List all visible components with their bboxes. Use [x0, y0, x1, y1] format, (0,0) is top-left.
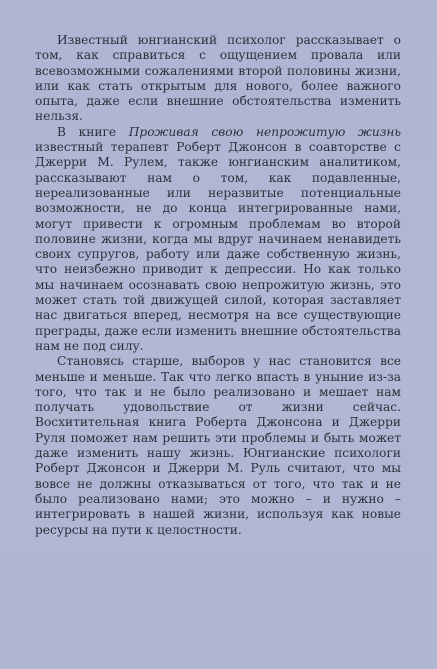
- paragraph-2-start: В книге: [57, 124, 129, 139]
- paragraph-3: Становясь старше, выборов у нас становится все меньше и меньше. Так что легко впасть в уныние из-за того, что так и не было реализовано и мешает нам получать удовольствие от жизни сейчас. Восхитительная книга Роберта Джонсона и Джерри Руля поможет нам решить эти проблемы и быть может даже изменить нашу жизнь. Юнгианские психологи Роберт Джонсон и Джерри М. Руль считают, что мы вовсе не должны отказываться от того, что так и не было реализовано нами; это можно – и нужно – интегрировать в нашей жизни, используя как новые ресурсы на пути к целостности.: [35, 354, 401, 537]
- book-title: Проживая свою непрожитую жизнь: [128, 124, 401, 139]
- paragraph-2: [35, 125, 401, 354]
- annotation-text: [35, 33, 401, 538]
- paragraph-2-rest: известный терапевт Роберт Джонсон в соавторстве с Джерри М. Рулем, также юнгианским аналитиком, рассказывают нам о том, как подавленные, нереализованные или неразвитые потенциальные возможности, не до конца интегрированные нами, могут привести к огромным проблемам во второй половине жизни, когда мы вдруг начинаем ненавидеть своих супругов, работу или даже собственную жизнь, что неизбежно приводит к депрессии. Но как только мы начинаем осознавать свою непрожитую жизнь, это может стать той движущей силой, которая заставляет нас двигаться вперед, несмотря на все существующие преграды, даже если изменить внешние обстоятельства нам не под силу.: [35, 140, 401, 353]
- paragraph-1: Известный юнгианский психолог рассказывает о том, как справиться с ощущением провала или всевозможными сожалениями второй половины жизни, или как стать открытым для нового, более важного опыта, даже если внешние обстоятельства изменить нельзя.: [35, 33, 401, 124]
